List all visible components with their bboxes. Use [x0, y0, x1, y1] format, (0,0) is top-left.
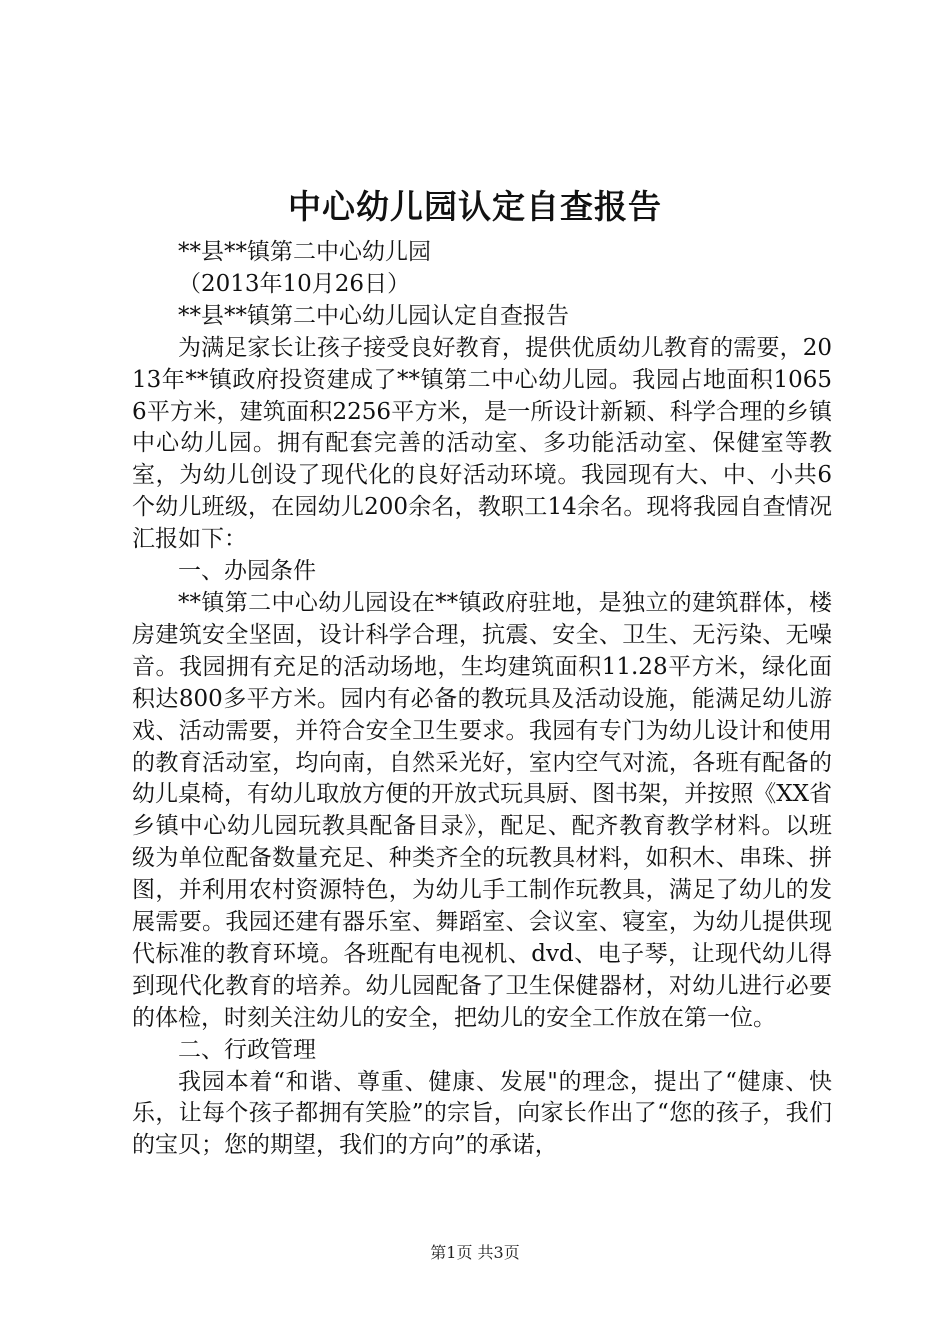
date-line: （2013年10月26日） [178, 270, 411, 297]
conditions-paragraph: **镇第二中心幼儿园设在**镇政府驻地，是独立的建筑群体，楼房建筑安全坚固，设计科学合理，抗震、安全、卫生、无污染、无噪音。我园拥有充足的活动场地，生均建筑面积11.28平方米，绿化面积达800多平方米。园内有必备的教玩具及活动设施，能满足幼儿游戏、活动需要，并符合安全卫生要求。我园有专门为幼儿设计和使用的教育活动室，均向南，自然采光好，室内空气对流，各班有配备的幼儿桌椅，有幼儿取放方便的开放式玩具厨、图书架，并按照《XX省乡镇中心幼儿园玩教具配备目录》，配足、配齐教育教学材料。以班级为单位配备数量充足、种类齐全的玩教具材料，如积木、串珠、拼图，并利用农村资源特色，为幼儿手工制作玩教具，满足了幼儿的发展需要。我园还建有器乐室、舞蹈室、会议室、寝室，为幼儿提供现代标准的教育环境。各班配有电视机、dvd、电子琴，让现代幼儿得到现代化教育的培养。幼儿园配备了卫生保健器材，对幼儿进行必要的体检，时刻关注幼儿的安全，把幼儿的安全工作放在第一位。 [132, 589, 832, 1031]
document-title: 中心幼儿园认定自查报告 [288, 187, 662, 226]
document-body [132, 237, 832, 1162]
section-heading-conditions: 一、办园条件 [178, 558, 316, 585]
section-heading-administration: 二、行政管理 [178, 1036, 316, 1063]
page-number-footer: 第1页 共3页 [430, 1243, 520, 1262]
school-name-line: **县**镇第二中心幼儿园 [178, 239, 431, 265]
report-subtitle-line: **县**镇第二中心幼儿园认定自查报告 [178, 302, 569, 329]
intro-paragraph: 为满足家长让孩子接受良好教育，提供优质幼儿教育的需要，2013年**镇政府投资建成了**镇第二中心幼儿园。我园占地面积10656平方米，建筑面积2256平方米，是一所设计新颖、科学合理的乡镇中心幼儿园。拥有配套完善的活动室、多功能活动室、保健室等教室，为幼儿创设了现代化的良好活动环境。我园现有大、中、小共6个幼儿班级，在园幼儿200余名，教职工14余名。现将我园自查情况汇报如下： [132, 334, 832, 553]
administration-paragraph: 我园本着“和谐、尊重、健康、发展"的理念，提出了“健康、快乐，让每个孩子都拥有笑脸”的宗旨，向家长作出了“您的孩子，我们的宝贝；您的期望，我们的方向”的承诺， [132, 1068, 832, 1159]
